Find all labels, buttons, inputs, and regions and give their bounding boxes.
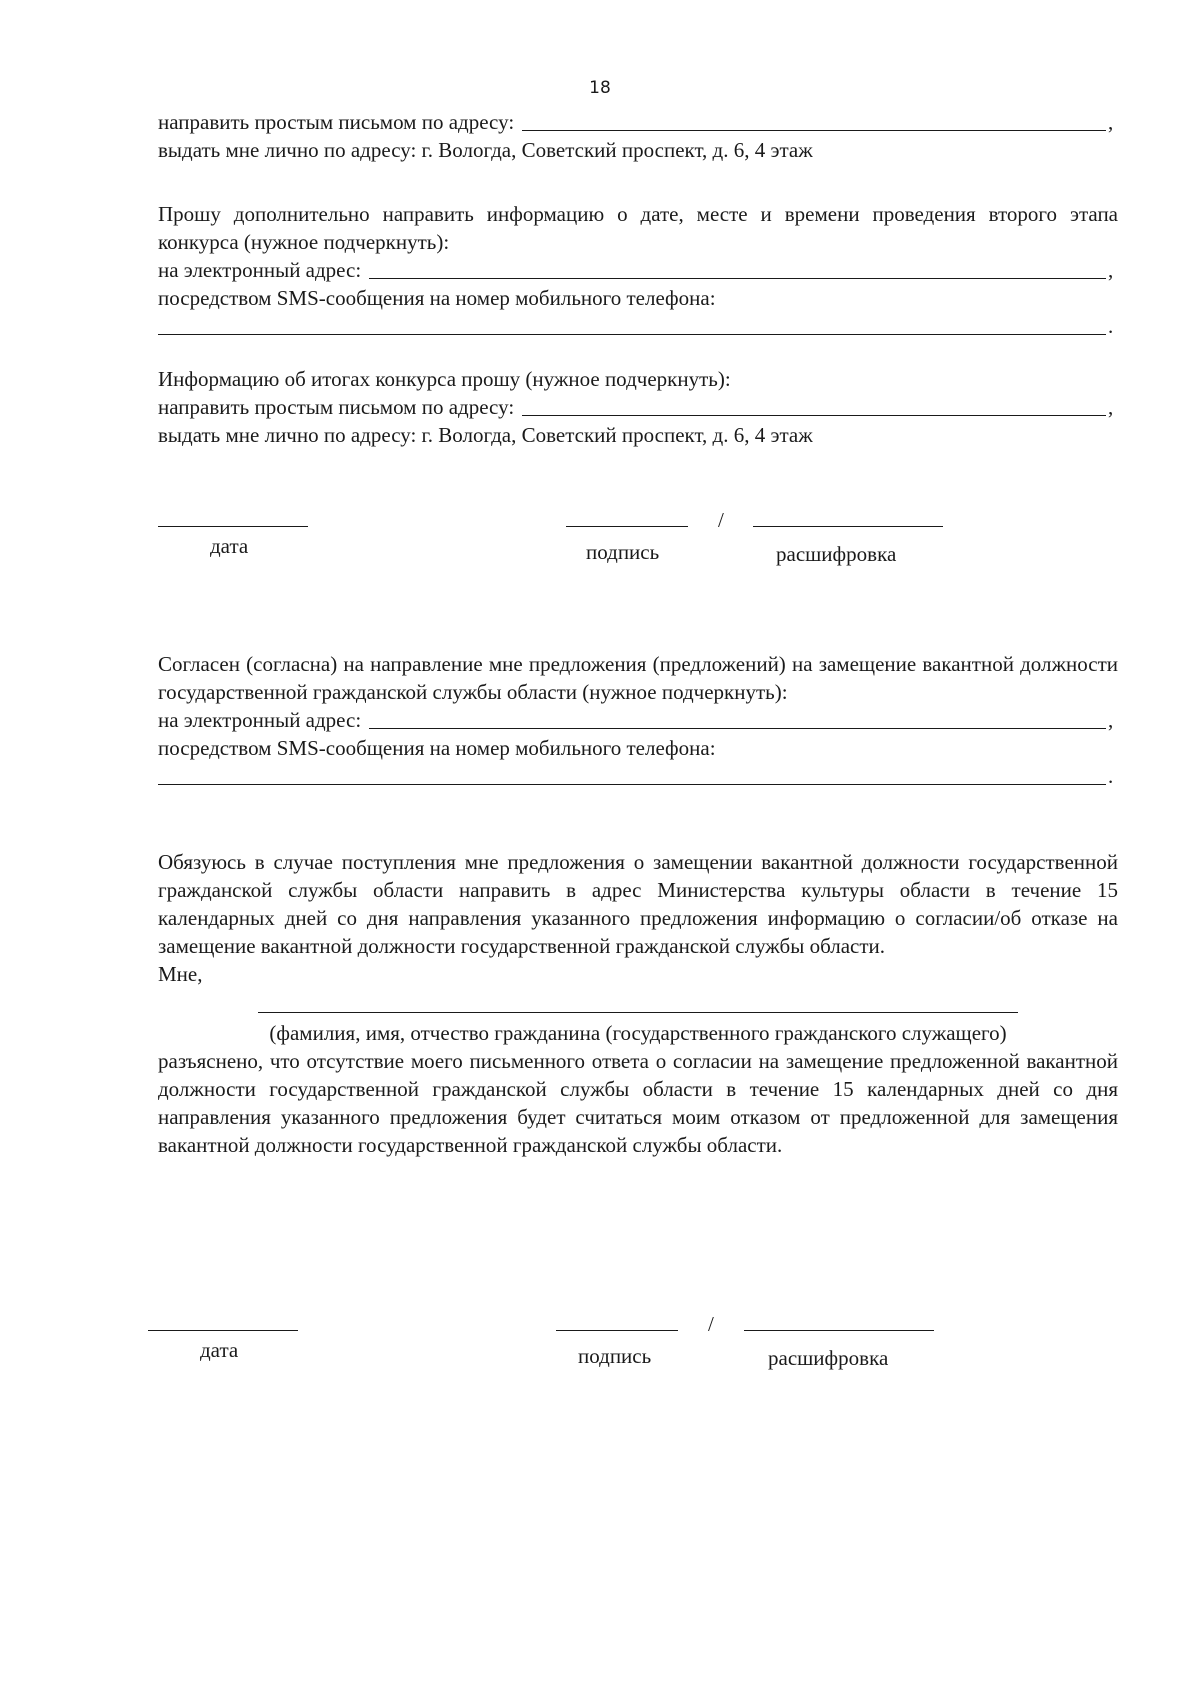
signature-label-2: подпись <box>578 1344 652 1368</box>
results-mail-field[interactable] <box>522 414 1106 416</box>
consent-email-line: на электронный адрес: , <box>158 708 1114 732</box>
obligation-text: Обязуюсь в случае поступления мне предложения о замещении вакантной должности государственной гражданской службы области направить в адрес Министерства культуры области в течение 15 календарных дней со дня направления указанного предложения информацию о согласии/об отказе на замещение вакантной должности государственной гражданской службы области. <box>158 850 1118 958</box>
full-name-caption: (фамилия, имя, отчество гражданина (государственного гражданского служащего) <box>269 1021 1007 1045</box>
date-label: дата <box>210 534 249 558</box>
phone-field[interactable] <box>158 333 1106 335</box>
results-mail-line: направить простым письмом по адресу: , <box>158 395 1114 419</box>
date-label-2: дата <box>200 1338 239 1362</box>
consent-text: Согласен (согласна) на направление мне предложения (предложений) на замещение вакантной должности государственной гражданской службы области (нужное подчеркнуть): <box>158 652 1118 704</box>
email-label: на электронный адрес: <box>158 258 362 282</box>
mail-address-line: направить простым письмом по адресу: , <box>158 110 1114 134</box>
pickup-address-text: выдать мне лично по адресу: г. Вологда, Советский проспект, д. 6, 4 этаж <box>158 138 813 162</box>
consent-email-label: на электронный адрес: <box>158 708 362 732</box>
explained-text: разъяснено, что отсутствие моего письменного ответа о согласии на замещение предложенной вакантной должности государственной гражданской службы области в течение 15 календарных дней со дня направления указанного предложения будет считаться моим отказом от предложенной для замещения вакантной должности государственной гражданской службы области. <box>158 1049 1118 1157</box>
phone-line: . <box>158 312 1118 340</box>
mail-address-field[interactable] <box>522 129 1106 131</box>
consent-sms-line <box>158 734 1118 762</box>
signature-row-2 <box>158 1312 1118 1390</box>
decoding-field[interactable] <box>753 526 943 527</box>
decoding-field-2[interactable] <box>744 1330 934 1331</box>
delivery-options-block <box>158 108 1118 164</box>
results-intro: Информацию об итогах конкурса прошу (нужное подчеркнуть): <box>158 367 731 391</box>
page-number: 18 <box>589 78 611 98</box>
slash-separator-2: / <box>708 1312 714 1336</box>
date-field[interactable] <box>158 526 308 527</box>
results-info-block <box>158 365 1118 449</box>
results-mail-label: направить простым письмом по адресу: <box>158 395 515 419</box>
consent-sms-label: посредством SMS-сообщения на номер мобильного телефона: <box>158 736 716 760</box>
consent-email-field[interactable] <box>369 727 1106 729</box>
signature-field-2[interactable] <box>556 1330 678 1331</box>
second-stage-intro: Прошу дополнительно направить информацию о дате, месте и времени проведения второго этапа конкурса (нужное подчеркнуть): <box>158 202 1118 254</box>
consent-phone-field[interactable] <box>158 783 1106 785</box>
consent-block <box>158 650 1118 790</box>
obligation-block <box>158 848 1118 1159</box>
email-field[interactable] <box>369 277 1106 279</box>
second-stage-info-block <box>158 200 1118 340</box>
date-field-2[interactable] <box>148 1330 298 1331</box>
sms-label: посредством SMS-сообщения на номер мобильного телефона: <box>158 286 716 310</box>
mail-address-label: направить простым письмом по адресу: <box>158 110 515 134</box>
signature-label: подпись <box>586 540 660 564</box>
email-line: на электронный адрес: , <box>158 258 1114 282</box>
decoding-label: расшифровка <box>776 542 897 566</box>
sms-line <box>158 284 1118 312</box>
consent-phone-line: . <box>158 762 1118 790</box>
decoding-label-2: расшифровка <box>768 1346 889 1370</box>
me-label: Мне, <box>158 962 203 986</box>
signature-field[interactable] <box>566 526 688 527</box>
slash-separator: / <box>718 508 724 532</box>
signature-row-1 <box>158 508 1118 586</box>
pickup-address-line <box>158 136 1118 164</box>
results-pickup-line <box>158 421 1118 449</box>
results-pickup-text: выдать мне лично по адресу: г. Вологда, Советский проспект, д. 6, 4 этаж <box>158 423 813 447</box>
